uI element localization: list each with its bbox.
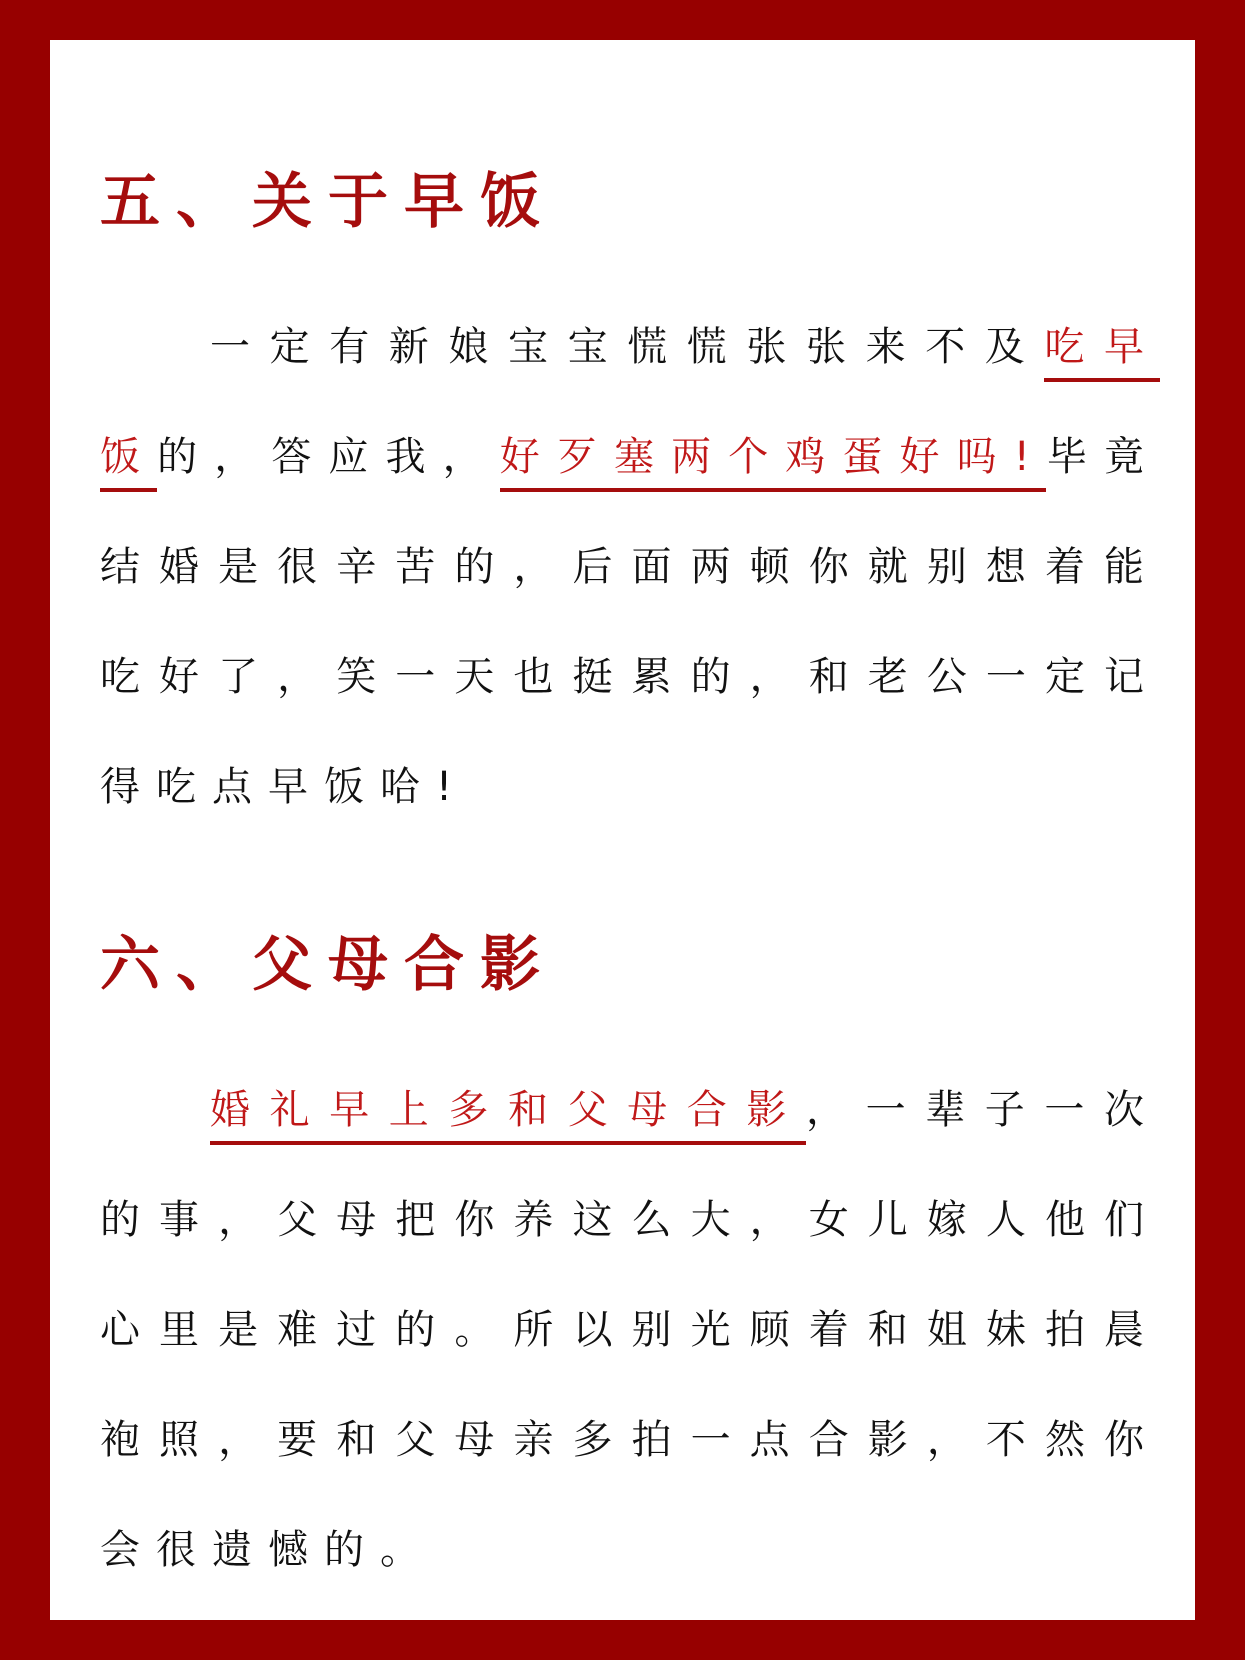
- text-segment: ，一辈子一次的事，父母把你养这么大，女儿嫁人他们心里是难过的。所以别光顾着和姐妹拍晨袍照，要和父母亲多拍一点合影，不然你会很遗憾的。: [100, 1087, 1160, 1573]
- text-segment: 毕竟结婚是很辛苦的，后面两顿你就别想着能吃好了，笑一天也挺累的，和老公一定记得吃点早饭哈!: [100, 434, 1160, 810]
- highlight-eggs: 好歹塞两个鸡蛋好吗!: [500, 434, 1046, 492]
- section-title-breakfast: 五、关于早饭: [100, 167, 556, 237]
- highlight-eat-breakfast: 吃早饭: [100, 324, 1160, 492]
- paragraph-breakfast: [100, 292, 1160, 842]
- section-title-parents-photo: 六、父母合影: [100, 930, 556, 1000]
- paragraph-parents-photo: [100, 1055, 1160, 1605]
- text-segment: 的，答应我，: [157, 434, 500, 480]
- content-card: [50, 40, 1195, 1620]
- text-segment: 一定有新娘宝宝慌慌张张来不及: [210, 324, 1045, 370]
- highlight-parents-photo: 婚礼早上多和父母合影: [210, 1087, 806, 1145]
